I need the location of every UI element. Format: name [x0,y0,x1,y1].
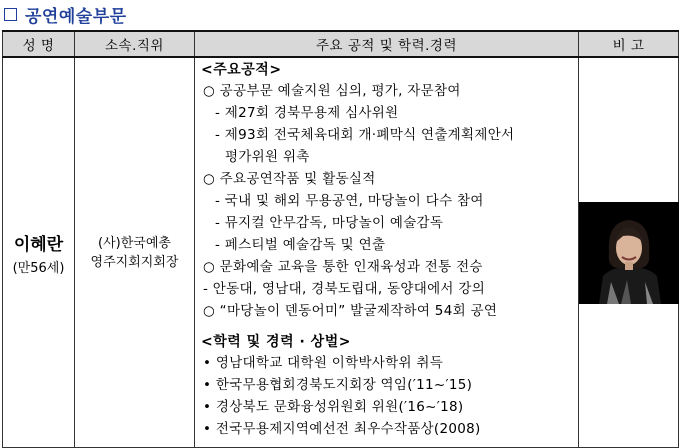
profile-table [2,30,679,448]
achievement-item: ○ 공공부문 예술지원 심의, 평가, 자문참여 [203,83,461,99]
achievement-item: - 페스티벌 예술감독 및 연출 [215,237,386,253]
person-age: (만56세) [12,260,65,276]
education-item: • 경상북도 문화융성위원회 위원(′16~′18) [203,399,464,415]
affiliation-position: 영주지회지회장 [90,254,179,270]
person-row [3,57,679,448]
header-affiliation: 소속.직위 [75,31,195,57]
header-row [3,31,679,57]
portrait-photo [579,202,679,304]
header-career: 주요 공적 및 학력.경력 [195,31,579,57]
career-cell [195,57,579,448]
achievement-item: ○ 주요공연작품 및 활동실적 [203,171,376,187]
achievement-item: ○ “마당놀이 덴동어미” 발굴제작하여 54회 공연 [203,303,498,319]
education-item: • 전국무용제지역예선전 최우수작품상(2008) [203,421,481,437]
achievement-item: - 제93회 전국체육대회 개·폐막식 연출계획제안서 [215,127,515,143]
checkbox-square-icon [4,8,17,21]
education-item: • 영남대학교 대학원 이학박사학위 취득 [203,355,444,371]
remarks-cell [579,57,679,448]
affiliation-org: (사)한국예총 [98,235,171,251]
header-name: 성 명 [3,31,75,57]
achievement-item: ○ 문화예술 교육을 통한 인재육성과 전통 전승 [203,259,483,275]
header-remarks: 비 고 [579,31,679,57]
achievements-title: <주요공적> [201,62,282,78]
affiliation-cell [75,57,195,448]
name-cell [3,57,75,448]
education-item: • 한국무용협회경북도지회장 역임(′11~′15) [203,377,473,393]
education-title: <학력 및 경력 · 상벌> [201,334,351,350]
achievement-item: - 안동대, 영남대, 경북도립대, 동양대에서 강의 [203,281,486,297]
section-title: 공연예술부문 [25,6,127,27]
achievement-item: - 뮤지컬 안무감독, 마당놀이 예술감독 [215,215,444,231]
section-header [4,2,127,26]
achievement-item: - 제27회 경북무용제 심사위원 [215,105,399,121]
achievement-item: 평가위원 위촉 [225,149,310,165]
person-name: 이혜란 [13,234,64,255]
achievement-item: - 국내 및 해외 무용공연, 마당놀이 다수 참여 [215,193,484,209]
